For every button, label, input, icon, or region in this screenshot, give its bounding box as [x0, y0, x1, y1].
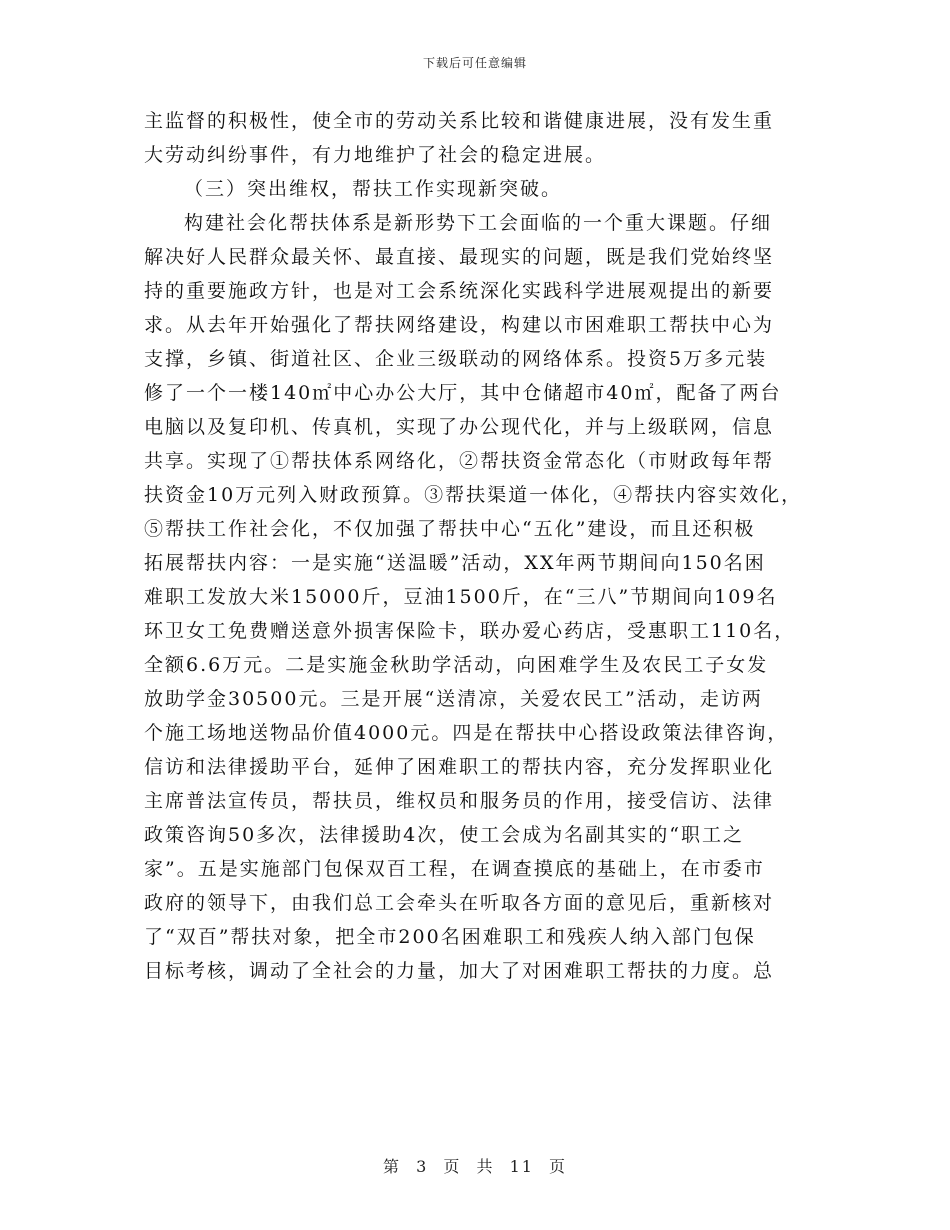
page-footer [0, 1154, 950, 1177]
body-line: 拓展帮扶内容：一是实施“送温暖”活动，XX年两节期间向150名困 [144, 552, 766, 574]
body-line: 电脑以及复印机、传真机，实现了办公现代化，并与上级联网，信息 [144, 416, 775, 438]
body-line: 求。从去年开始强化了帮扶网络建设，构建以市困难职工帮扶中心为 [144, 314, 775, 336]
body-line: 政策咨询50多次，法律援助4次，使工会成为名副其实的“职工之 [144, 824, 744, 846]
body-line: 全额6.6万元。二是实施金秋助学活动，向困难学生及农民工子女发 [144, 654, 769, 676]
body-line: 大劳动纠纷事件，有力地维护了社会的稳定进展。 [144, 144, 607, 166]
body-line: 目标考核，调动了全社会的力量，加大了对困难职工帮扶的力度。总 [144, 960, 775, 982]
body-line: 难职工发放大米15000斤，豆油1500斤，在“三八”节期间向109名 [144, 586, 778, 608]
body-line: 共享。实现了①帮扶体系网络化，②帮扶资金常态化（市财政每年帮 [144, 450, 775, 472]
body-line: 了“双百”帮扶对象，把全市200名困难职工和残疾人纳入部门包保 [144, 926, 756, 948]
body-line: ⑤帮扶工作社会化，不仅加强了帮扶中心“五化”建设，而且还积极 [144, 518, 756, 540]
body-line: 主监督的积极性，使全市的劳动关系比较和谐健康进展，没有发生重 [144, 110, 775, 132]
body-line: 政府的领导下，由我们总工会牵头在听取各方面的意见后，重新核对 [144, 892, 775, 914]
current-page-number: 3 [416, 1157, 429, 1176]
document-body [144, 104, 806, 988]
body-line: 持的重要施政方针，也是对工会系统深化实践科学进展观提出的新要 [144, 280, 775, 302]
total-page-count: 11 [509, 1157, 534, 1176]
body-line: 信访和法律援助平台，延伸了困难职工的帮扶内容，充分发挥职业化 [144, 756, 775, 778]
footer-label-end: 页 [549, 1157, 568, 1176]
footer-label-page: 第 [382, 1157, 401, 1176]
body-line: 修了一个一楼140㎡中心办公大厅，其中仓储超市40㎡，配备了两台 [144, 382, 782, 404]
body-line: 个施工场地送物品价值4000元。四是在帮扶中心搭设政策法律咨询， [144, 722, 789, 744]
body-line: 家”。五是实施部门包保双百工程，在调查摸底的基础上，在市委市 [144, 858, 765, 880]
body-line: 解决好人民群众最关怀、最直接、最现实的问题，既是我们党始终坚 [144, 246, 775, 268]
section-heading: （三）突出维权，帮扶工作实现新突破。 [184, 178, 563, 200]
footer-label-total: 共 [476, 1157, 495, 1176]
body-line: 环卫女工免费赠送意外损害保险卡，联办爱心药店，受惠职工110名， [144, 620, 796, 642]
footer-label-of: 页 [443, 1157, 462, 1176]
page-header: 下载后可任意编辑 [422, 56, 527, 70]
body-line: 扶资金10万元列入财政预算。③帮扶渠道一体化，④帮扶内容实效化， [144, 484, 803, 506]
body-line: 主席普法宣传员，帮扶员，维权员和服务员的作用，接受信访、法律 [144, 790, 775, 812]
body-line: 支撑，乡镇、街道社区、企业三级联动的网络体系。投资5万多元装 [144, 348, 768, 370]
body-line: 放助学金30500元。三是开展“送清凉，关爱农民工”活动，走访两 [144, 688, 763, 710]
body-line: 构建社会化帮扶体系是新形势下工会面临的一个重大课题。仔细 [184, 212, 773, 234]
